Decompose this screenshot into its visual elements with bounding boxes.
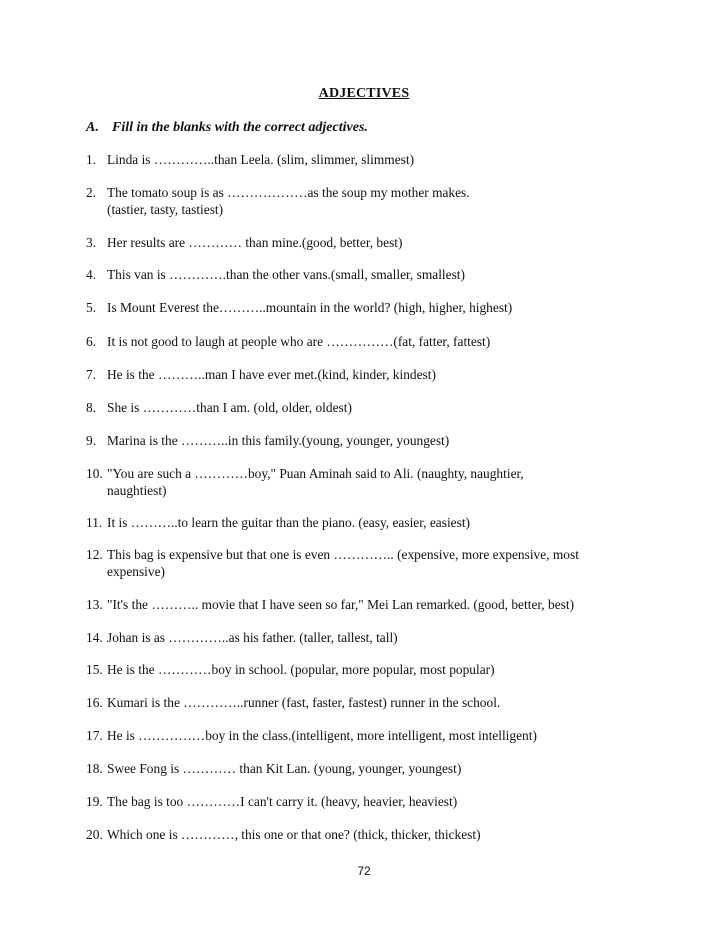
- question-number: 18.: [86, 761, 103, 776]
- question-text: This bag is expensive but that one is even ………….. (expensive, more expensive, most: [107, 547, 579, 562]
- question-item: [86, 184, 646, 218]
- question-item: [86, 629, 646, 646]
- question-text-continued: expensive): [107, 564, 166, 579]
- question-number: 11.: [86, 515, 103, 530]
- question-number: 15.: [86, 662, 103, 677]
- question-item: [86, 151, 646, 168]
- question-item: [86, 596, 646, 613]
- question-text: He is ……………boy in the class.(intelligent, more intelligent, most intelligent): [107, 728, 537, 743]
- question-item: [86, 694, 646, 711]
- question-number: 17.: [86, 728, 103, 743]
- question-number: 16.: [86, 695, 103, 710]
- question-text: Johan is as …………..as his father. (taller, tallest, tall): [107, 630, 398, 645]
- question-item: [86, 727, 646, 744]
- question-number: 13.: [86, 597, 103, 612]
- question-text: Marina is the ………..in this family.(young, younger, youngest): [107, 433, 450, 448]
- question-text: Her results are ………… than mine.(good, better, best): [107, 235, 403, 250]
- question-text: He is the …………boy in school. (popular, more popular, most popular): [107, 662, 495, 677]
- question-number: 5.: [86, 300, 97, 315]
- section-letter: A.: [86, 120, 99, 135]
- question-number: 12.: [86, 547, 103, 562]
- question-number: 4.: [86, 267, 97, 282]
- question-item: [86, 266, 646, 283]
- question-number: 3.: [86, 235, 97, 250]
- page-title: [0, 86, 728, 102]
- question-text: The tomato soup is as ………………as the soup my mother makes.: [107, 185, 470, 200]
- question-text: It is ………..to learn the guitar than the piano. (easy, easier, easiest): [107, 515, 470, 530]
- question-text: Is Mount Everest the………..mountain in the world? (high, higher, highest): [107, 300, 513, 315]
- question-text: Kumari is the …………..runner (fast, faster, fastest) runner in the school.: [107, 695, 501, 710]
- page-title-text: ADJECTIVES: [318, 86, 410, 101]
- question-number: 20.: [86, 827, 103, 842]
- question-text: This van is ………….than the other vans.(small, smaller, smallest): [107, 267, 465, 282]
- question-item: [86, 793, 646, 810]
- question-number: 6.: [86, 334, 97, 349]
- question-item: [86, 234, 646, 251]
- question-text: Which one is …………, this one or that one? (thick, thicker, thickest): [107, 827, 481, 842]
- question-text: He is the ………..man I have ever met.(kind, kinder, kindest): [107, 367, 436, 382]
- question-item: [86, 399, 646, 416]
- question-text: It is not good to laugh at people who are ……………(fat, fatter, fattest): [107, 334, 491, 349]
- question-item: [86, 546, 646, 580]
- question-text-continued: (tastier, tasty, tastiest): [107, 202, 224, 217]
- question-number: 14.: [86, 630, 103, 645]
- question-item: [86, 826, 646, 843]
- question-number: 9.: [86, 433, 97, 448]
- section-instruction: Fill in the blanks with the correct adjectives.: [112, 120, 368, 135]
- question-number: 2.: [86, 185, 97, 200]
- question-text: The bag is too …………I can't carry it. (heavy, heavier, heaviest): [107, 794, 458, 809]
- question-item: [86, 465, 646, 499]
- question-item: [86, 514, 646, 531]
- question-number: 8.: [86, 400, 97, 415]
- question-number: 7.: [86, 367, 97, 382]
- question-item: [86, 661, 646, 678]
- question-number: 19.: [86, 794, 103, 809]
- question-text: Linda is …………..than Leela. (slim, slimmer, slimmest): [107, 152, 415, 167]
- page-number: 72: [357, 864, 371, 878]
- question-text: "You are such a …………boy," Puan Aminah said to Ali. (naughty, naughtier,: [107, 466, 524, 481]
- question-item: [86, 333, 646, 350]
- question-text-continued: naughtiest): [107, 483, 167, 498]
- question-item: [86, 366, 646, 383]
- question-number: 1.: [86, 152, 97, 167]
- question-number: 10.: [86, 466, 103, 481]
- section-heading: [86, 120, 368, 136]
- question-item: [86, 299, 646, 316]
- question-text: She is …………than I am. (old, older, oldest): [107, 400, 352, 415]
- question-text: "It's the ……….. movie that I have seen so far," Mei Lan remarked. (good, better, best): [107, 597, 575, 612]
- question-item: [86, 760, 646, 777]
- question-item: [86, 432, 646, 449]
- question-text: Swee Fong is ………… than Kit Lan. (young, younger, youngest): [107, 761, 462, 776]
